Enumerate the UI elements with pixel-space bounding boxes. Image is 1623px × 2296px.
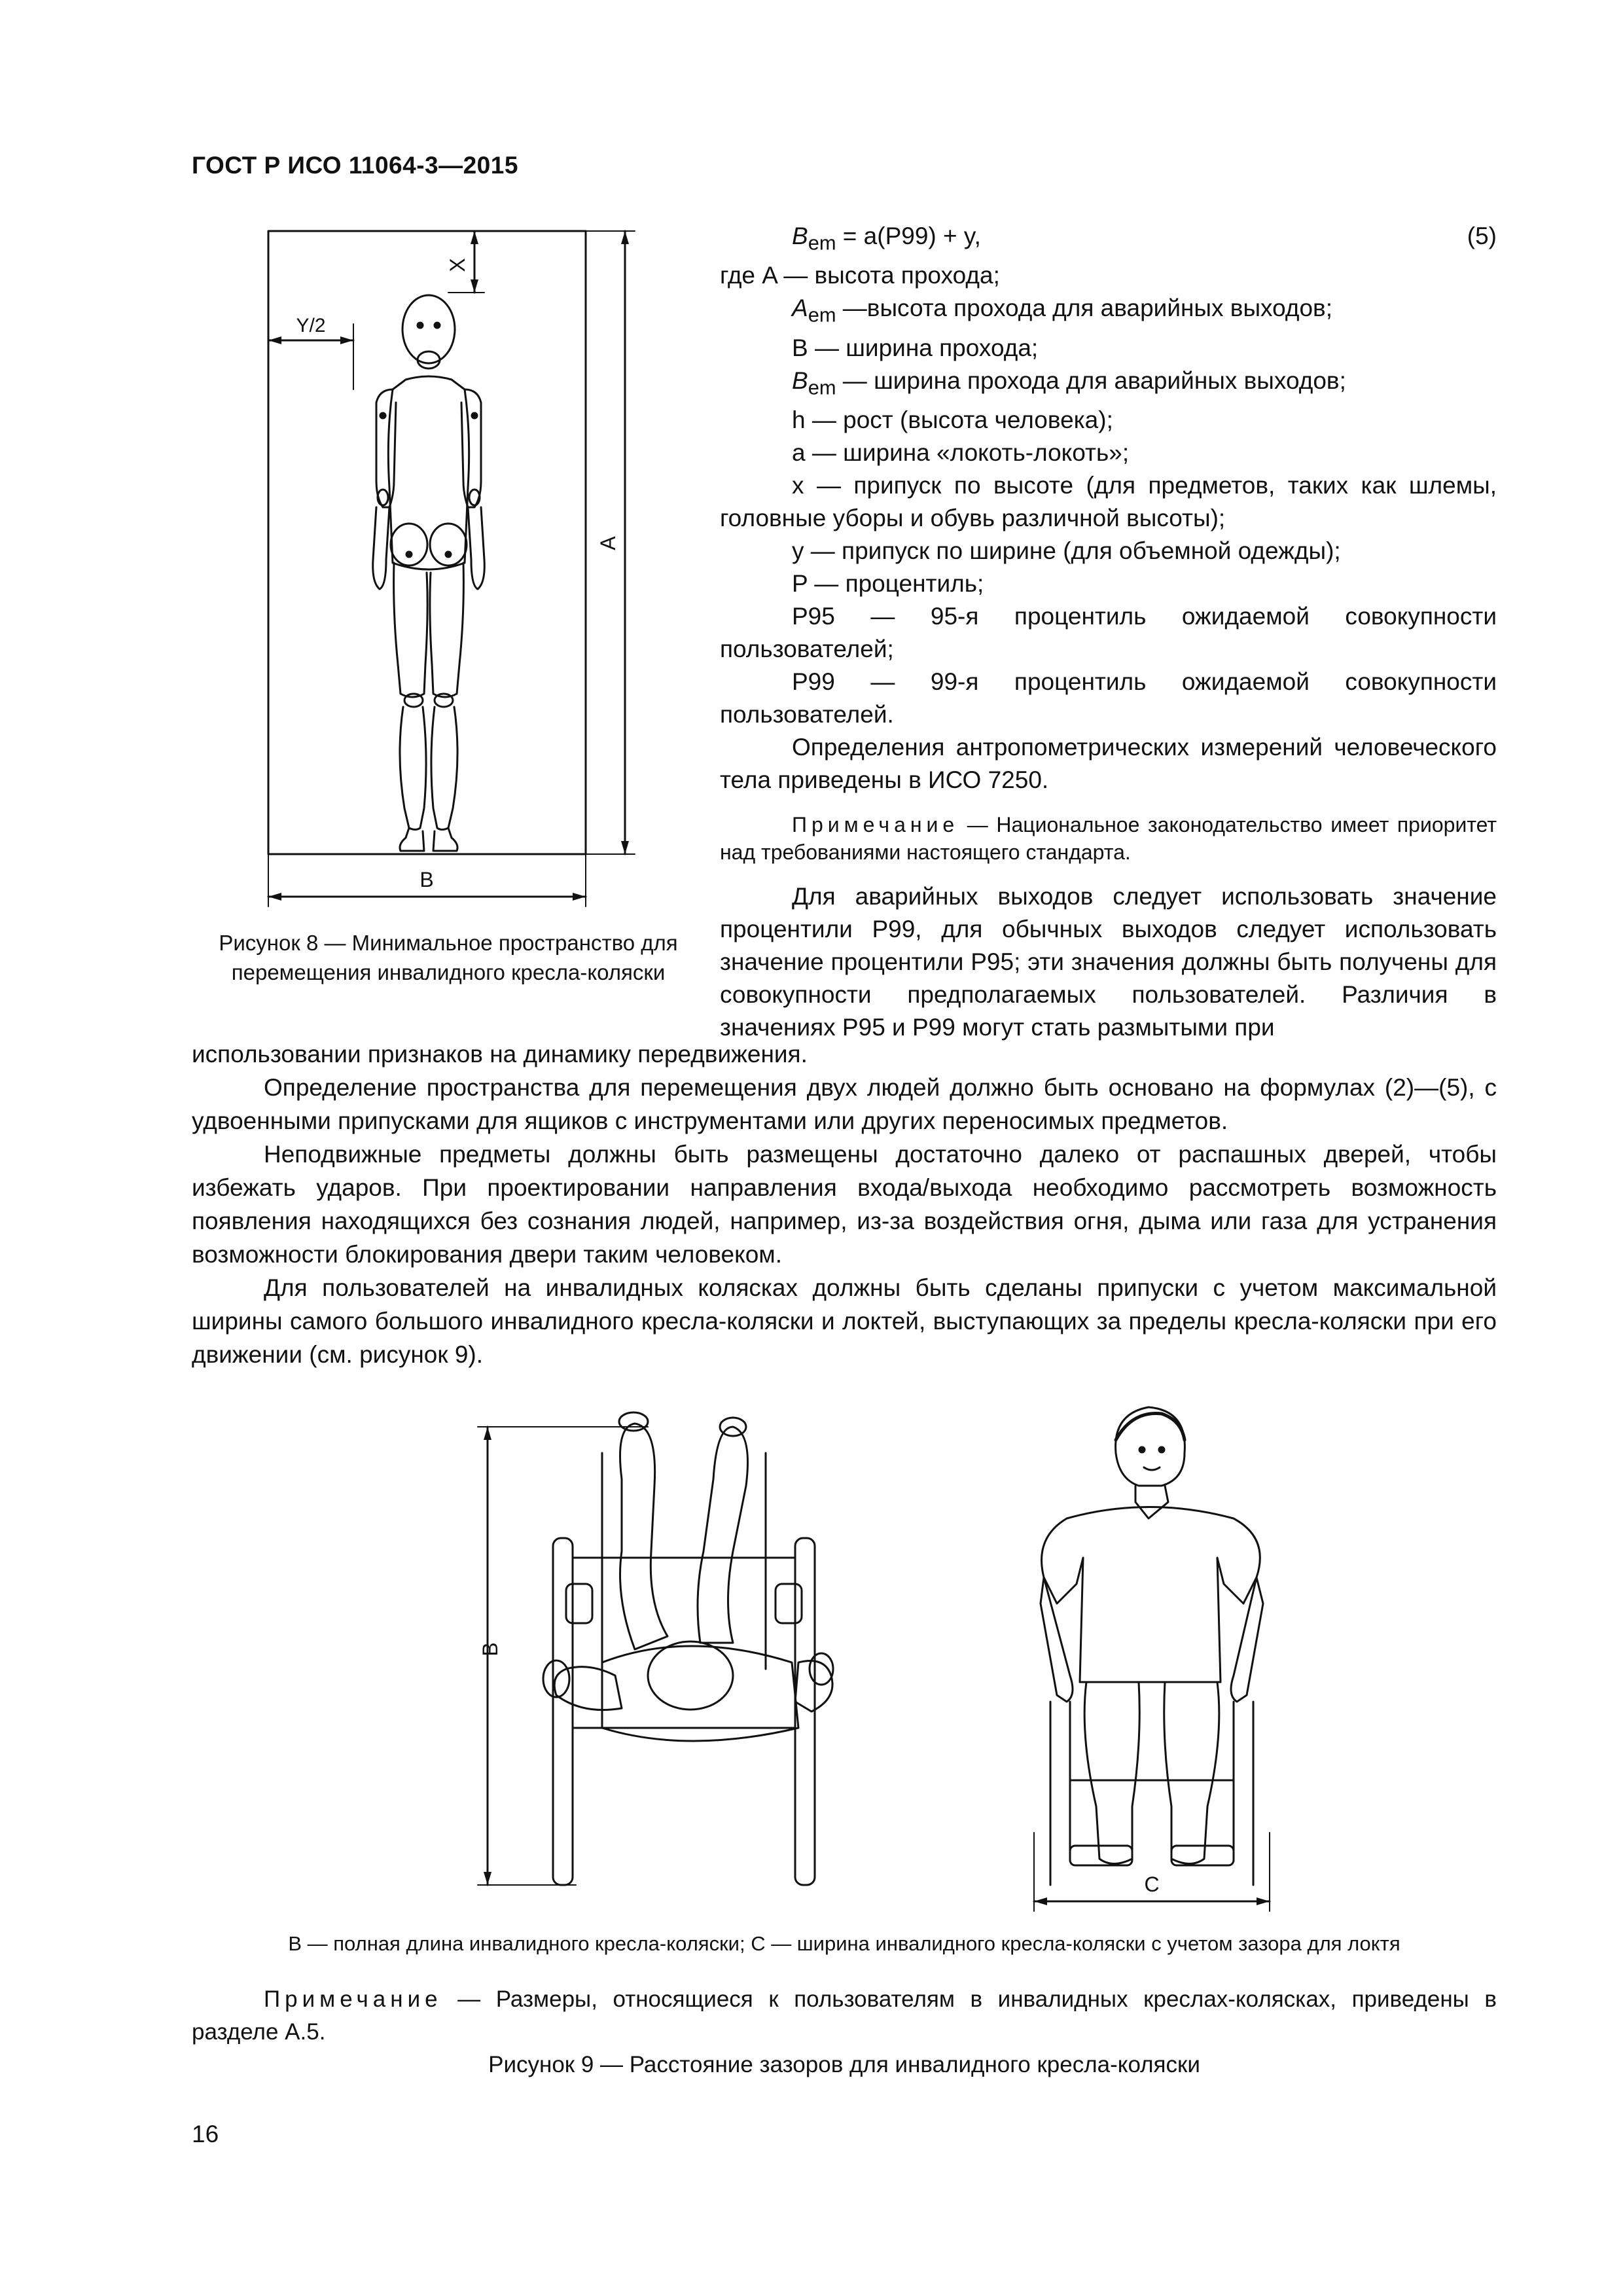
definition-h: h — рост (высота человека); — [792, 406, 1113, 434]
label-c-width: C — [1144, 1873, 1160, 1896]
page-header: ГОСТ Р ИСО 11064-3—2015 — [192, 152, 518, 179]
note-1-text: — Национальное законодательство имеет приоритет над требованиями настоящего стандарта. — [720, 813, 1497, 865]
figure-9-note-label: Примечание — [264, 1986, 442, 2012]
human-figure — [373, 295, 485, 851]
definition-b: B — ширина прохода; — [792, 334, 1039, 361]
figure-9-note — [192, 1983, 1497, 2049]
definition-p95: P95 — 95-я процентиль ожидаемой совокупности пользователей; — [720, 603, 1497, 663]
paragraph-3: Неподвижные предметы должны быть размещены достаточно далеко от распашных дверей, чтобы избежать ударов. При проектировании направления входа/выхода необходимо рассмотреть возможность появления находящихся без сознания людей, например, из-за воздействия огня, дыма или газа для устранения возможности блокирования двери таким человеком. — [192, 1141, 1497, 1268]
label-y2: Y/2 — [296, 315, 326, 336]
formula-rhs: = a(P99) + y, — [836, 223, 981, 249]
figure-9 — [458, 1388, 1531, 1918]
aem-symbol: A — [792, 295, 808, 322]
bem-symbol: B — [792, 367, 808, 394]
bem-text: — ширина прохода для аварийных выходов; — [836, 367, 1346, 394]
definition-aem — [720, 292, 1497, 331]
main-text — [192, 1037, 1497, 1371]
definition-intro: где A — высота прохода; — [720, 262, 1000, 289]
definition-a: a — ширина «локоть-локоть»; — [792, 439, 1130, 467]
page-number: 16 — [192, 2121, 219, 2147]
paragraph-2: Определение пространства для перемещения двух людей должно быть основано на формулах (2)—(5), с удвоенными припусками для ящиков с инструментами или других переносимых предметов. — [192, 1074, 1497, 1134]
definition-y: y — припуск по ширине (для объемной одежды); — [792, 537, 1341, 565]
label-a: A — [596, 536, 620, 550]
figure-9-note-text: — Размеры, относящиеся к пользователям в инвалидных креслах-колясках, приведены в разделе А.5. — [192, 1986, 1497, 2045]
figure-9-legend: B — полная длина инвалидного кресла-коляски; C — ширина инвалидного кресла-коляски с учетом зазора для локтя — [288, 1932, 1400, 1955]
label-b-length: B — [478, 1642, 502, 1657]
figure-8 — [249, 219, 707, 923]
label-x: X — [446, 258, 469, 272]
paragraph-1-continuation: использовании признаков на динамику передвижения. — [192, 1041, 808, 1067]
note-1 — [720, 811, 1497, 866]
figure-8-drawing — [249, 219, 707, 923]
figure-8-caption: Рисунок 8 — Минимальное пространство для перемещения инвалидного кресла-коляски — [219, 931, 678, 984]
bem-sub: em — [808, 376, 836, 399]
definition-x: x — припуск по высоте (для предметов, таких как шлемы, головные уборы и обувь различной высоты); — [720, 472, 1497, 532]
formula-lhs: B — [792, 223, 808, 249]
aem-sub: em — [808, 303, 836, 327]
definition-p: P — процентиль; — [792, 570, 984, 598]
formula-lhs-sub: em — [808, 231, 836, 255]
formula-5 — [720, 220, 1497, 259]
aem-text: —высота прохода для аварийных выходов; — [836, 295, 1332, 322]
paragraph-4: Для пользователей на инвалидных колясках должны быть сделаны припуски с учетом максимальной ширины самого большого инвалидного кресла-коляски и локтей, выступающих за пределы кресла-коляски при его движении (см. рисунок 9). — [192, 1274, 1497, 1368]
paragraph-1-right: Для аварийных выходов следует использовать значение процентили P99, для обычных выходов следует использовать значение процентили P95; эти значения должны быть получены для совокупности предполагаемых пользователей. Различия в значениях P95 и P99 могут стать размытыми при — [720, 883, 1497, 1041]
figure-9-drawing — [458, 1388, 1531, 1918]
formula-number: (5) — [1467, 223, 1497, 249]
definitions-column — [720, 220, 1497, 1044]
wheelchair-top-view — [543, 1412, 833, 1885]
definition-iso: Определения антропометрических измерений человеческого тела приведены в ИСО 7250. — [720, 734, 1497, 794]
note-1-label: Примечание — [792, 813, 959, 837]
figure-9-caption: Рисунок 9 — Расстояние зазоров для инвалидного кресла-коляски — [488, 2052, 1200, 2077]
label-b: B — [419, 868, 434, 891]
definition-p99: P99 — 99-я процентиль ожидаемой совокупности пользователей. — [720, 668, 1497, 728]
definition-bem — [720, 365, 1497, 404]
wheelchair-front-view — [1041, 1407, 1263, 1885]
